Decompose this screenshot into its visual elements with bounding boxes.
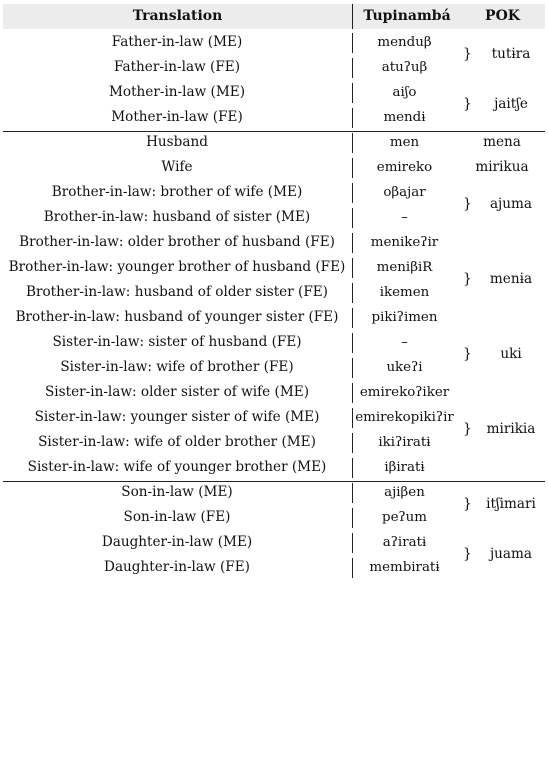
translation-cell: Sister-in-law: younger sister of wife (ME) bbox=[34, 409, 320, 425]
tupinamba-cell: peʔum bbox=[382, 510, 427, 525]
translation-cell: Sister-in-law: sister of husband (FE) bbox=[52, 334, 302, 350]
table-row bbox=[0, 305, 548, 330]
header-tupinamba: Tupinambá bbox=[363, 8, 451, 24]
tupinamba-cell: pikiʔimen bbox=[371, 310, 438, 325]
tupinamba-cell: ajiβen bbox=[384, 485, 425, 500]
translation-cell: Mother-in-law (FE) bbox=[111, 109, 243, 125]
header-divider bbox=[352, 4, 353, 29]
column-divider bbox=[352, 283, 353, 303]
translation-cell: Son-in-law (FE) bbox=[123, 509, 231, 525]
table-header bbox=[3, 4, 545, 29]
group-brace-icon: } bbox=[463, 271, 472, 287]
translation-cell: Father-in-law (ME) bbox=[111, 34, 243, 50]
translation-cell: Sister-in-law: wife of older brother (ME) bbox=[38, 434, 316, 450]
translation-cell: Husband bbox=[146, 134, 208, 150]
group-brace-icon: } bbox=[463, 196, 472, 212]
tupinamba-cell: menikeʔir bbox=[370, 235, 439, 250]
translation-cell: Brother-in-law: younger brother of husband (FE) bbox=[8, 259, 346, 275]
pok-cell: jaitʃe bbox=[494, 96, 528, 112]
tupinamba-cell: atuʔuβ bbox=[381, 60, 428, 75]
column-divider bbox=[352, 158, 353, 178]
translation-cell: Brother-in-law: husband of younger sister (FE) bbox=[15, 309, 339, 325]
column-divider bbox=[352, 558, 353, 578]
table-row bbox=[0, 455, 548, 480]
tupinamba-cell: emirekoʔiker bbox=[359, 385, 450, 400]
column-divider bbox=[352, 458, 353, 478]
column-divider bbox=[352, 333, 353, 353]
column-divider bbox=[352, 258, 353, 278]
column-divider bbox=[352, 483, 353, 503]
tupinamba-cell: men bbox=[389, 135, 420, 150]
pok-cell: itʃimari bbox=[486, 496, 536, 512]
translation-cell: Daughter-in-law (FE) bbox=[104, 559, 250, 575]
column-divider bbox=[352, 233, 353, 253]
column-divider bbox=[352, 208, 353, 228]
tupinamba-cell: aiʃo bbox=[392, 85, 417, 100]
pok-cell: uki bbox=[500, 346, 522, 362]
tupinamba-cell: ikemen bbox=[379, 285, 430, 300]
column-divider bbox=[352, 358, 353, 378]
column-divider bbox=[352, 433, 353, 453]
tupinamba-cell: membiratɨ bbox=[369, 560, 440, 575]
column-divider bbox=[352, 33, 353, 53]
tupinamba-cell: emirekopikiʔir bbox=[355, 410, 454, 425]
tupinamba-cell: oβajar bbox=[383, 185, 426, 200]
header-translation: Translation bbox=[132, 8, 223, 24]
column-divider bbox=[352, 183, 353, 203]
translation-cell: Father-in-law (FE) bbox=[113, 59, 241, 75]
group-brace-icon: } bbox=[463, 346, 472, 362]
translation-cell: Wife bbox=[161, 159, 193, 175]
tupinamba-cell: ukeʔi bbox=[386, 360, 423, 375]
tupinamba-cell: – bbox=[401, 210, 408, 225]
group-brace-icon: } bbox=[463, 421, 472, 437]
table-row bbox=[0, 230, 548, 255]
header-pok: POK bbox=[485, 8, 520, 24]
group-brace-icon: } bbox=[463, 496, 472, 512]
translation-cell: Sister-in-law: wife of younger brother (ME) bbox=[27, 459, 327, 475]
group-brace-icon: } bbox=[463, 46, 472, 62]
translation-cell: Sister-in-law: wife of brother (FE) bbox=[60, 359, 294, 375]
translation-cell: Brother-in-law: older brother of husband (FE) bbox=[19, 234, 335, 250]
column-divider bbox=[352, 108, 353, 128]
column-divider bbox=[352, 383, 353, 403]
column-divider bbox=[352, 133, 353, 153]
translation-cell: Brother-in-law: husband of sister (ME) bbox=[43, 209, 311, 225]
pok-cell: juama bbox=[489, 546, 533, 562]
translation-cell: Son-in-law (ME) bbox=[121, 484, 233, 500]
translation-cell: Mother-in-law (ME) bbox=[108, 84, 245, 100]
group-brace-icon: } bbox=[463, 546, 472, 562]
tupinamba-cell: aʔiratɨ bbox=[382, 535, 427, 550]
pok-cell: mena bbox=[483, 134, 521, 150]
tupinamba-cell: emireko bbox=[376, 160, 433, 175]
translation-cell: Brother-in-law: brother of wife (ME) bbox=[51, 184, 303, 200]
tupinamba-cell: ikiʔiratɨ bbox=[378, 435, 431, 450]
pok-cell: tutɨra bbox=[491, 46, 531, 62]
table-row bbox=[0, 380, 548, 405]
pok-cell: mirikua bbox=[475, 159, 529, 175]
translation-cell: Brother-in-law: husband of older sister (FE) bbox=[25, 284, 328, 300]
column-divider bbox=[352, 83, 353, 103]
pok-cell: ajuma bbox=[489, 196, 533, 212]
column-divider bbox=[352, 58, 353, 78]
column-divider bbox=[352, 308, 353, 328]
tupinamba-cell: – bbox=[401, 335, 408, 350]
pok-cell: mirikia bbox=[486, 421, 536, 437]
tupinamba-cell: mendɨ bbox=[383, 110, 426, 125]
tupinamba-cell: meniβiR bbox=[376, 260, 433, 275]
tupinamba-cell: menduβ bbox=[377, 35, 432, 50]
translation-cell: Sister-in-law: older sister of wife (ME) bbox=[44, 384, 309, 400]
translation-cell: Daughter-in-law (ME) bbox=[101, 534, 253, 550]
column-divider bbox=[352, 508, 353, 528]
group-brace-icon: } bbox=[463, 96, 472, 112]
tupinamba-cell: iβiratɨ bbox=[384, 460, 425, 475]
column-divider bbox=[352, 408, 353, 428]
pok-cell: menɨa bbox=[489, 271, 533, 287]
column-divider bbox=[352, 533, 353, 553]
